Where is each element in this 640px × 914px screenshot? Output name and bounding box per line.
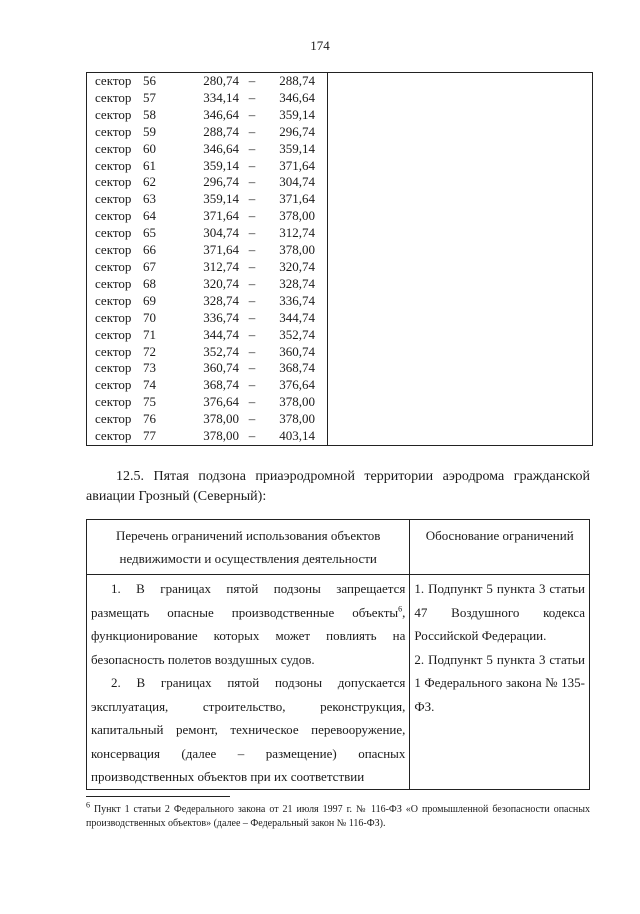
sector-dash: – <box>248 140 256 156</box>
sector-from: 360,74 <box>203 360 239 376</box>
sector-dash: – <box>248 225 256 241</box>
sector-number: 71 <box>143 326 156 342</box>
sector-label: сектор <box>95 89 132 105</box>
sector-label: сектор <box>95 191 132 207</box>
header-restrictions: Перечень ограничений использования объектов недвижимости и осуществления деятельности <box>87 520 410 575</box>
sector-empty-cell <box>328 208 593 225</box>
sector-row <box>87 107 593 124</box>
sector-label: сектор <box>95 360 132 376</box>
sector-row <box>87 293 593 310</box>
sector-number: 72 <box>143 343 156 359</box>
sector-entry <box>87 293 327 310</box>
sector-row <box>87 225 593 242</box>
sector-to: 359,14 <box>279 140 315 156</box>
sector-to: 368,74 <box>279 360 315 376</box>
sector-cell <box>87 191 328 208</box>
sector-from: 346,64 <box>203 106 239 122</box>
restriction-item-2: 2. В границах пятой подзоны допускается эксплуатация, строительство, реконструкция, капитальный ремонт, техническое перевооружение, консервация (далее – размещение) опасных производственных объектов при их соответствии <box>91 675 406 784</box>
sector-label: сектор <box>95 377 132 393</box>
sector-cell <box>87 73 328 90</box>
sector-row <box>87 360 593 377</box>
sector-empty-cell <box>328 124 593 141</box>
sector-number: 63 <box>143 191 156 207</box>
sector-cell <box>87 377 328 394</box>
sector-to: 288,74 <box>279 73 315 88</box>
sector-label: сектор <box>95 394 132 410</box>
sector-row <box>87 394 593 411</box>
sector-row <box>87 242 593 259</box>
sector-dash: – <box>248 208 256 224</box>
sector-row <box>87 174 593 191</box>
sector-from: 336,74 <box>203 309 239 325</box>
sector-label: сектор <box>95 326 132 342</box>
sector-entry <box>87 310 327 327</box>
sector-entry <box>87 174 327 191</box>
sector-cell <box>87 174 328 191</box>
sector-entry <box>87 191 327 208</box>
sector-from: 296,74 <box>203 174 239 190</box>
sector-number: 74 <box>143 377 156 393</box>
sector-cell <box>87 411 328 428</box>
sector-to: 296,74 <box>279 123 315 139</box>
sector-from: 344,74 <box>203 326 239 342</box>
sector-entry <box>87 259 327 276</box>
sector-number: 57 <box>143 89 156 105</box>
sector-empty-cell <box>328 377 593 394</box>
sector-cell <box>87 141 328 158</box>
restrictions-header-row <box>87 520 590 575</box>
sector-cell <box>87 124 328 141</box>
sector-cell <box>87 276 328 293</box>
sector-label: сектор <box>95 258 132 274</box>
restriction-item-1-text: 1. В границах пятой подзоны запрещается размещать опасные производственные объекты <box>91 581 406 620</box>
sector-dash: – <box>248 73 256 88</box>
footnote <box>86 800 590 831</box>
sector-number: 77 <box>143 428 156 444</box>
footnote-separator <box>86 796 230 797</box>
sector-dash: – <box>248 157 256 173</box>
restrictions-cell <box>87 575 410 790</box>
sector-label: сектор <box>95 123 132 139</box>
sector-row <box>87 377 593 394</box>
sector-row <box>87 310 593 327</box>
sector-to: 312,74 <box>279 225 315 241</box>
sector-empty-cell <box>328 90 593 107</box>
sector-from: 378,00 <box>203 428 239 444</box>
sector-from: 288,74 <box>203 123 239 139</box>
sector-empty-cell <box>328 327 593 344</box>
sector-to: 352,74 <box>279 326 315 342</box>
sector-label: сектор <box>95 343 132 359</box>
restrictions-body-row <box>87 575 590 790</box>
sector-from: 352,74 <box>203 343 239 359</box>
sector-to: 360,74 <box>279 343 315 359</box>
sector-number: 70 <box>143 309 156 325</box>
sector-ranges-table <box>86 72 593 446</box>
sector-empty-cell <box>328 360 593 377</box>
sector-to: 371,64 <box>279 191 315 207</box>
sector-number: 73 <box>143 360 156 376</box>
sector-entry <box>87 225 327 242</box>
sector-empty-cell <box>328 259 593 276</box>
sector-dash: – <box>248 343 256 359</box>
sector-entry <box>87 90 327 107</box>
sector-number: 67 <box>143 258 156 274</box>
sector-entry <box>87 411 327 428</box>
sector-empty-cell <box>328 394 593 411</box>
sector-to: 378,00 <box>279 411 315 427</box>
basis-item-2: 2. Подпункт 5 пункта 3 статьи 1 Федерального закона № 135-ФЗ. <box>414 651 585 714</box>
sector-entry <box>87 141 327 158</box>
sector-dash: – <box>248 89 256 105</box>
sector-cell <box>87 327 328 344</box>
sector-dash: – <box>248 191 256 207</box>
sector-from: 371,64 <box>203 242 239 258</box>
sector-row <box>87 158 593 175</box>
sector-from: 359,14 <box>203 157 239 173</box>
sector-empty-cell <box>328 174 593 191</box>
sector-number: 64 <box>143 208 156 224</box>
sector-number: 56 <box>143 73 156 88</box>
sector-row <box>87 124 593 141</box>
sector-cell <box>87 394 328 411</box>
sector-dash: – <box>248 292 256 308</box>
sector-number: 69 <box>143 292 156 308</box>
sector-label: сектор <box>95 208 132 224</box>
sector-label: сектор <box>95 140 132 156</box>
sector-to: 359,14 <box>279 106 315 122</box>
sector-row <box>87 208 593 225</box>
sector-number: 75 <box>143 394 156 410</box>
sector-from: 280,74 <box>203 73 239 88</box>
sector-dash: – <box>248 326 256 342</box>
sector-row <box>87 90 593 107</box>
sector-to: 403,14 <box>279 428 315 444</box>
sector-empty-cell <box>328 158 593 175</box>
sector-row <box>87 411 593 428</box>
footnote-mark: 6 <box>86 800 90 810</box>
sector-label: сектор <box>95 225 132 241</box>
footnote-text: Пункт 1 статьи 2 Федерального закона от 21 июля 1997 г. № 116-ФЗ «О промышленной безопасности опасных производственных объектов» (далее – Федеральный закон № 116-ФЗ). <box>86 804 590 829</box>
sector-row <box>87 73 593 90</box>
restrictions-table <box>86 519 590 790</box>
sector-cell <box>87 158 328 175</box>
sector-empty-cell <box>328 107 593 124</box>
sector-from: 334,14 <box>203 89 239 105</box>
sector-empty-cell <box>328 344 593 361</box>
sector-entry <box>87 344 327 361</box>
sector-cell <box>87 310 328 327</box>
sector-cell <box>87 428 328 445</box>
sector-table-body <box>87 73 593 446</box>
sector-row <box>87 428 593 445</box>
sector-dash: – <box>248 174 256 190</box>
sector-number: 66 <box>143 242 156 258</box>
restriction-item-1 <box>91 577 405 671</box>
sector-dash: – <box>248 275 256 291</box>
sector-to: 378,00 <box>279 242 315 258</box>
sector-from: 371,64 <box>203 208 239 224</box>
sector-cell <box>87 360 328 377</box>
sector-label: сектор <box>95 73 132 88</box>
section-heading: 12.5. Пятая подзона приаэродромной территории аэродрома гражданской авиации Грозный (Северный): <box>86 469 590 504</box>
sector-cell <box>87 208 328 225</box>
sector-dash: – <box>248 377 256 393</box>
sector-empty-cell <box>328 225 593 242</box>
sector-number: 65 <box>143 225 156 241</box>
sector-empty-cell <box>328 310 593 327</box>
sector-number: 60 <box>143 140 156 156</box>
sector-row <box>87 191 593 208</box>
sector-dash: – <box>248 258 256 274</box>
footnote-ref-6: 6 <box>398 604 403 614</box>
sector-cell <box>87 225 328 242</box>
sector-from: 312,74 <box>203 258 239 274</box>
sector-entry <box>87 208 327 225</box>
sector-to: 378,00 <box>279 394 315 410</box>
sector-entry <box>87 377 327 394</box>
sector-dash: – <box>248 360 256 376</box>
sector-number: 62 <box>143 174 156 190</box>
restriction-item-1-text-end: , функционирование которых может повлиять на безопасность полетов воздушных судов. <box>91 604 406 667</box>
sector-from: 346,64 <box>203 140 239 156</box>
sector-empty-cell <box>328 293 593 310</box>
sector-to: 344,74 <box>279 309 315 325</box>
sector-label: сектор <box>95 292 132 308</box>
basis-cell <box>410 575 590 790</box>
sector-entry <box>87 276 327 293</box>
sector-cell <box>87 259 328 276</box>
sector-dash: – <box>248 242 256 258</box>
sector-from: 359,14 <box>203 191 239 207</box>
sector-row <box>87 344 593 361</box>
sector-dash: – <box>248 123 256 139</box>
sector-empty-cell <box>328 191 593 208</box>
sector-from: 304,74 <box>203 225 239 241</box>
sector-label: сектор <box>95 157 132 173</box>
sector-label: сектор <box>95 309 132 325</box>
sector-to: 378,00 <box>279 208 315 224</box>
sector-empty-cell <box>328 411 593 428</box>
sector-entry <box>87 107 327 124</box>
sector-row <box>87 141 593 158</box>
sector-from: 328,74 <box>203 292 239 308</box>
sector-to: 320,74 <box>279 258 315 274</box>
sector-from: 378,00 <box>203 411 239 427</box>
page-number: 174 <box>310 38 330 53</box>
sector-empty-cell <box>328 141 593 158</box>
sector-cell <box>87 293 328 310</box>
sector-entry <box>87 327 327 344</box>
sector-dash: – <box>248 411 256 427</box>
sector-number: 76 <box>143 411 156 427</box>
sector-to: 346,64 <box>279 89 315 105</box>
sector-number: 58 <box>143 106 156 122</box>
sector-to: 376,64 <box>279 377 315 393</box>
sector-entry <box>87 242 327 259</box>
sector-label: сектор <box>95 411 132 427</box>
sector-to: 304,74 <box>279 174 315 190</box>
sector-empty-cell <box>328 73 593 90</box>
sector-number: 59 <box>143 123 156 139</box>
sector-dash: – <box>248 394 256 410</box>
sector-entry <box>87 360 327 377</box>
sector-empty-cell <box>328 428 593 445</box>
sector-label: сектор <box>95 242 132 258</box>
sector-cell <box>87 90 328 107</box>
sector-label: сектор <box>95 106 132 122</box>
sector-entry <box>87 394 327 411</box>
sector-number: 61 <box>143 157 156 173</box>
sector-empty-cell <box>328 242 593 259</box>
basis-item-1: 1. Подпункт 5 пункта 3 статьи 47 Воздушного кодекса Российской Федерации. <box>414 581 585 643</box>
sector-number: 68 <box>143 275 156 291</box>
sector-from: 376,64 <box>203 394 239 410</box>
sector-cell <box>87 107 328 124</box>
sector-label: сектор <box>95 174 132 190</box>
sector-label: сектор <box>95 275 132 291</box>
header-basis: Обоснование ограничений <box>410 520 590 575</box>
sector-cell <box>87 344 328 361</box>
sector-to: 371,64 <box>279 157 315 173</box>
sector-entry <box>87 124 327 141</box>
sector-row <box>87 259 593 276</box>
sector-entry <box>87 73 327 90</box>
sector-to: 328,74 <box>279 275 315 291</box>
sector-entry <box>87 158 327 175</box>
sector-row <box>87 276 593 293</box>
sector-label: сектор <box>95 428 132 444</box>
sector-dash: – <box>248 106 256 122</box>
sector-empty-cell <box>328 276 593 293</box>
sector-row <box>87 327 593 344</box>
sector-entry <box>87 428 327 445</box>
sector-from: 368,74 <box>203 377 239 393</box>
sector-from: 320,74 <box>203 275 239 291</box>
sector-dash: – <box>248 309 256 325</box>
sector-to: 336,74 <box>279 292 315 308</box>
sector-dash: – <box>248 428 256 444</box>
sector-cell <box>87 242 328 259</box>
